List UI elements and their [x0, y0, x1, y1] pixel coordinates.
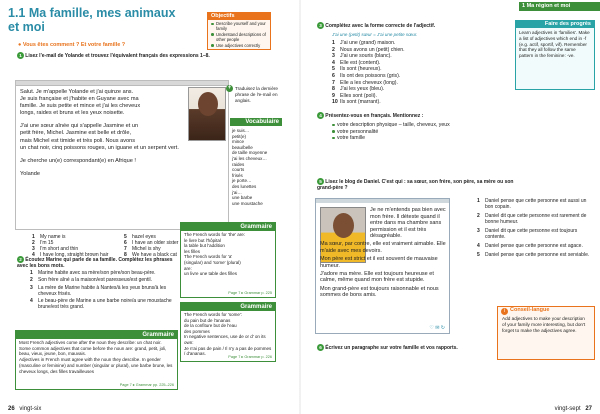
- vocab-item: je suis…: [232, 128, 250, 133]
- exercise-4-instruction: Présentez-vous en français. Mentionnez :: [325, 113, 424, 119]
- grammar-box-articles: [180, 222, 276, 298]
- grammar-line: le livre but l'hôpital: [184, 237, 221, 243]
- traduisez-text: Traduisez la dernière phrase de l'e-mail en anglais.: [235, 86, 278, 103]
- ex5-item: [477, 198, 593, 211]
- blog-paragraph: Mon grand-père est toujours raisonnable et nous sommes de bons amis.: [320, 285, 439, 299]
- progress-text: Learn adjectives in 'families'. Make a list of adjectives which end in -f (e.g. actif, sportif, vif). Remember that they all follow the same pattern in the feminine: -ve.: [519, 30, 590, 59]
- email-line: famille. Je suis petite et mince et j'ai les cheveux: [20, 103, 141, 110]
- vocab-item: une barbe: [232, 195, 253, 201]
- exercise-1-instruction: Lisez l'e-mail de Yolande et trouvez l'équivalent français des expressions 1–8.: [25, 53, 210, 59]
- exercise-5: [317, 178, 517, 192]
- ex3-item-text: Elle a les cheveux (long).: [340, 79, 398, 86]
- ex5-item: [477, 243, 593, 249]
- blog-window: [315, 198, 450, 334]
- blog-paragraph: Mon père est strict et il est souvent de mauvaise humeur.: [320, 256, 438, 269]
- objectif-item: Understand descriptions of other people: [211, 32, 267, 43]
- ex5-item-text: Daniel dit que cette personne est toujours contente.: [485, 228, 578, 241]
- grammar-line: The French words for 'the' are:: [184, 232, 245, 237]
- intro-question-text: Vous êtes comment ? Et votre famille ?: [22, 42, 126, 48]
- ex2-item-number: 1: [30, 270, 33, 276]
- traduisez-note: [227, 85, 280, 104]
- ex2-item-text: La mère de Marine habite à Nantes/à les yeux bruns/à les cheveux frisés.: [38, 284, 167, 297]
- vocab-item: petit(e): [232, 133, 247, 139]
- vocab-item: courts: [232, 167, 245, 173]
- conseil-head-row: [498, 307, 594, 315]
- email-line: Je suis française et j'habite en Guyane avec ma: [20, 96, 139, 103]
- ex4-item: votre personnalité: [332, 129, 492, 136]
- title-line-1: 1.1 Ma famille, mes animaux: [8, 6, 176, 20]
- ex3-item-text: J'ai une souris (blanc).: [340, 53, 392, 60]
- ex1-item-text: I'm 15: [40, 240, 54, 246]
- grammar-line: Most French adjectives come after the noun they describe: un chat noir.: [19, 340, 162, 345]
- ex2-item: [30, 277, 178, 283]
- ex5-item: [477, 228, 593, 241]
- email-line: longs, raides et bruns et les yeux noisette.: [20, 110, 125, 117]
- ex3-item: [332, 47, 482, 54]
- grammar-line: des pommes: [184, 328, 210, 334]
- vocab-item: j'ai…: [232, 189, 242, 195]
- progress-head: Faire des progrès: [516, 21, 594, 28]
- page-title: [8, 6, 208, 34]
- chapter-tab: 1 Ma région et moi: [519, 2, 600, 11]
- ex5-item-text: Daniel pense que cette personne est aussi un bon copain.: [485, 198, 587, 211]
- ex5-item-text: Daniel pense que cette personne est serviable.: [485, 252, 590, 259]
- exercise-number: 6: [317, 344, 324, 351]
- grammar-line: de la confiture but de l'eau: [184, 323, 237, 329]
- exercise-number: 5: [317, 178, 324, 185]
- exercise-number: 4: [317, 112, 324, 119]
- objectif-item: Describe yourself and your family: [211, 21, 267, 32]
- blog-paragraph: J'adore ma mère. Elle est toujours heureuse et calme, même quand mon frère est stupide.: [320, 270, 434, 284]
- grammar-ref: Page 7 ▸ Grammar p. 226: [228, 355, 272, 360]
- conseil-head: Conseil-langue: [510, 307, 550, 314]
- vocab-box: [230, 118, 282, 208]
- right-footer: [555, 404, 592, 414]
- vocab-item: des lunettes: [232, 183, 257, 189]
- grammar-line: la table but l'addition: [184, 243, 225, 249]
- exercise-3: [317, 22, 497, 29]
- ex3-item: [332, 80, 482, 87]
- ex5-item-text: Daniel pense que cette personne est agace.: [485, 243, 583, 250]
- vocab-item: je porte…: [232, 178, 252, 184]
- play-icon: ●: [18, 42, 22, 48]
- email-line: Salut. Je m'appelle Yolande et j'ai quinze ans.: [20, 89, 134, 95]
- left-footer: [8, 404, 41, 414]
- grammar-line: un livre une table des filles: [184, 271, 238, 277]
- grammar-line: In negative sentences, use de or d' on its own:: [184, 334, 266, 345]
- ex1-item-number: 1: [32, 234, 35, 240]
- ex3-item: [332, 40, 482, 47]
- ex2-item-number: 3: [30, 284, 33, 291]
- ex5-item-text: Daniel dit que cette personne est rarement de bonne humeur.: [485, 213, 587, 226]
- ex1-item-text: My name is: [40, 234, 66, 240]
- ex3-item-number: 4: [332, 59, 335, 66]
- vocab-item: de taille moyenne: [232, 150, 268, 156]
- ex3-item-number: 9: [332, 92, 335, 99]
- conseil-text: Add adjectives to make your description of your family more interesting, but don't forget to make the adjectives agree.: [502, 316, 586, 333]
- ex5-item-number: 2: [477, 213, 480, 220]
- objectifs-list: [208, 20, 270, 49]
- progress-tip-box: [515, 20, 595, 90]
- email-window: [15, 80, 229, 230]
- email-line: Yolande: [20, 170, 41, 177]
- ex4-item: votre famille: [332, 135, 492, 142]
- ex2-item: [30, 298, 178, 311]
- grammar-lines: [181, 311, 275, 358]
- ex1-item-text: I'm short and thin: [40, 246, 79, 252]
- ex4-item: votre description physique – taille, cheveux, yeux: [332, 122, 492, 129]
- ex1-item-text: I have an older sister: [132, 240, 179, 246]
- plus-icon: +: [227, 85, 232, 91]
- ex3-item: [332, 53, 482, 60]
- page-number: 26: [8, 406, 15, 412]
- ex1-item-number: 2: [32, 240, 35, 246]
- info-icon: i: [501, 308, 508, 315]
- ex3-item: [332, 73, 482, 80]
- grammar-line: Some common adjectives that come before the noun are: grand, petit, joli, beau, vieux, jeune, bon, mauvais.: [19, 345, 167, 357]
- objectifs-box: [207, 12, 271, 50]
- grammar-line: Adjectives in French must agree with the noun they describe. In gender (masculine or feminine) and number (singular or plural), une barbe brune, les cheveux longs, des filles travailleuses: [19, 357, 173, 374]
- ex3-item-text: J'ai une (grand) maison.: [340, 40, 396, 46]
- face-shape: [198, 92, 218, 116]
- ex5-item-number: 1: [477, 198, 480, 204]
- blog-body: [320, 207, 446, 300]
- exercise-2-list: [30, 270, 178, 312]
- page-number: 27: [585, 406, 592, 412]
- ex2-item-number: 4: [30, 298, 33, 305]
- grammar-box-adjectives: [15, 330, 178, 390]
- ex3-item: [332, 60, 482, 67]
- intro-question: [18, 42, 125, 49]
- email-line: Je cherche un(e) correspondant(e) en Afrique !: [20, 157, 136, 164]
- ex2-item: [30, 285, 178, 298]
- ex2-item: [30, 270, 178, 276]
- grammar-ref: Page 7 ▸ Grammar p. 225: [228, 291, 272, 296]
- grammar-line: (singular) and 'some' (plural): [184, 259, 241, 265]
- blog-paragraph: Ma sœur, par contre, elle est vraiment aimable. Elle m'aide avec mes devoirs.: [320, 241, 446, 255]
- ex1-item-text: We have a black cat: [132, 252, 177, 258]
- ex5-item: [477, 252, 593, 258]
- ex1-item-text: Michel is shy: [132, 246, 161, 252]
- exercise-3-list: [332, 40, 482, 106]
- grammar-lines: [16, 339, 177, 375]
- exercise-2-instruction: Écoutez Marine qui parle de sa famille. Complétez les phrases avec les bons mots.: [17, 257, 173, 270]
- ex2-item-text: Le beau-père de Marine a une barbe noire/a une moustache brune/est très grand.: [38, 298, 172, 311]
- vocab-item: frisés: [232, 172, 243, 178]
- grammar-box-partitive: [180, 302, 276, 362]
- ex1-item-text: I have long, straight brown hair: [40, 252, 109, 258]
- vocab-item: mince: [232, 139, 245, 145]
- ex2-item-number: 2: [30, 277, 33, 284]
- yolande-photo: [188, 87, 226, 141]
- ex3-item-text: Ils sont (marrant).: [340, 99, 381, 106]
- ex5-item-number: 3: [477, 228, 480, 235]
- grammar-head: Grammaire: [181, 223, 275, 231]
- grammar-head: Grammaire: [181, 303, 275, 311]
- ex3-item-number: 2: [332, 46, 335, 53]
- grammar-line: The French words for 'some':: [184, 312, 242, 317]
- grammar-line: les filles: [184, 248, 201, 254]
- ex3-item-number: 6: [332, 72, 335, 79]
- ex2-item-text: Marine habite avec sa mère/son père/son beau-père.: [38, 270, 156, 276]
- right-page: [301, 0, 600, 414]
- grammar-ref: Page 7 ▸ Grammar pp. 225–226: [119, 383, 174, 388]
- title-line-2: et moi: [8, 20, 45, 34]
- ex1-item-text: hazel eyes: [132, 234, 156, 240]
- email-line: J'ai une sœur aînée qui s'appelle Jasmine et un: [20, 123, 139, 130]
- ex3-item-text: Ils sont (heureux).: [340, 66, 382, 73]
- grammar-line: du pain but de l'ananas: [184, 317, 231, 323]
- exercise-number: 2: [17, 256, 24, 263]
- ex3-item: [332, 66, 482, 73]
- vocab-head: Vocabulaire: [230, 118, 282, 126]
- ex3-item-number: 5: [332, 66, 335, 73]
- ex3-item-number: 7: [332, 79, 335, 86]
- ex3-item-number: 8: [332, 86, 335, 93]
- ex5-item: [477, 213, 593, 226]
- vocab-list: [230, 126, 282, 208]
- grammar-line: are:: [184, 265, 192, 271]
- ex1-item-number: 8: [124, 252, 127, 258]
- ex3-item: [332, 93, 482, 100]
- exercise-4-list: [332, 122, 492, 142]
- objectif-item: Use adjectives correctly: [211, 43, 267, 48]
- exercise-3-example: J'ai une (petit) sœur = J'ai une petite sœur.: [332, 32, 418, 37]
- vocab-item: raides: [232, 161, 245, 167]
- ex3-item-text: Nous avons un (petit) chien.: [340, 46, 405, 53]
- ex1-item-number: 4: [32, 252, 35, 258]
- exercise-2: [17, 256, 177, 270]
- ex3-item-number: 10: [332, 99, 338, 106]
- ex3-item-text: Elle est (content).: [340, 59, 381, 66]
- exercise-5-instruction: Lisez le blog de Daniel. C'est qui : sa sœur, son frère, son père, sa mère ou son grand-père ?: [317, 179, 514, 192]
- ex1-item-number: 6: [124, 240, 127, 246]
- ex3-item-text: Elles sont (poli).: [340, 92, 377, 99]
- exercise-number: 3: [317, 22, 324, 29]
- vocab-item: j'ai les cheveux…: [232, 155, 267, 161]
- grammar-line: Je n'ai pas de pain / Il n'y a pas de pommes / d'ananas.: [184, 345, 272, 357]
- ex1-item-number: 5: [124, 234, 127, 240]
- blog-action-icons[interactable]: ♡ ✉ ↻: [429, 324, 445, 331]
- blog-titlebar: [316, 199, 449, 203]
- ex3-item: [332, 99, 482, 106]
- exercise-number: 1: [17, 52, 24, 59]
- exercise-6: [317, 344, 497, 351]
- exercise-5-list: [477, 198, 593, 261]
- exercise-1-list-a: [32, 234, 122, 258]
- exercise-6-instruction: Écrivez un paragraphe sur votre famille et vos rapports.: [325, 345, 458, 351]
- exercise-1: [17, 52, 222, 59]
- ex3-item-text: J'ai les yeux (bleu).: [340, 86, 385, 93]
- conseil-langue-box: [497, 306, 595, 360]
- vocab-item: une moustache: [232, 200, 263, 206]
- ex2-item-text: Son frère aîné a la maison/est paresseux/est gentil.: [38, 277, 152, 284]
- ex1-item-number: 3: [32, 246, 35, 252]
- ex3-item-number: 3: [332, 53, 335, 60]
- grammar-head: Grammaire: [16, 331, 177, 339]
- ex5-item-number: 5: [477, 252, 480, 259]
- ex1-item-number: 7: [124, 246, 127, 252]
- email-line: petit frère, Michel. Jasmine est belle et drôle,: [20, 130, 131, 137]
- grammar-lines: [181, 231, 275, 278]
- left-page: [0, 0, 299, 414]
- blog-paragraph: Je ne m'entends pas bien avec mon frère. Il déteste quand il entre dans ma chambre sans permission et il est très désagréable.: [370, 207, 446, 240]
- vocab-item: beau/belle: [232, 144, 253, 150]
- ex3-item: [332, 86, 482, 93]
- ex3-item-number: 1: [332, 40, 335, 46]
- page-word: vingt-sept: [554, 406, 581, 412]
- objectifs-head: Objectifs: [208, 13, 270, 20]
- ex5-item-number: 4: [477, 243, 480, 250]
- email-line: mais Michel est timide et très poli. Nous avons: [20, 137, 136, 144]
- page-word: vingt-six: [19, 406, 42, 412]
- email-line: un chat noir, cinq poissons rouges, un iguane et un serpent vert.: [20, 144, 179, 151]
- exercise-3-instruction: Complétez avec la forme correcte de l'adjectif.: [325, 23, 436, 29]
- ex3-item-text: Ils ont des poissons (gris).: [340, 72, 401, 79]
- exercise-4: [317, 112, 497, 119]
- grammar-line: The French words for 'a': [184, 254, 233, 260]
